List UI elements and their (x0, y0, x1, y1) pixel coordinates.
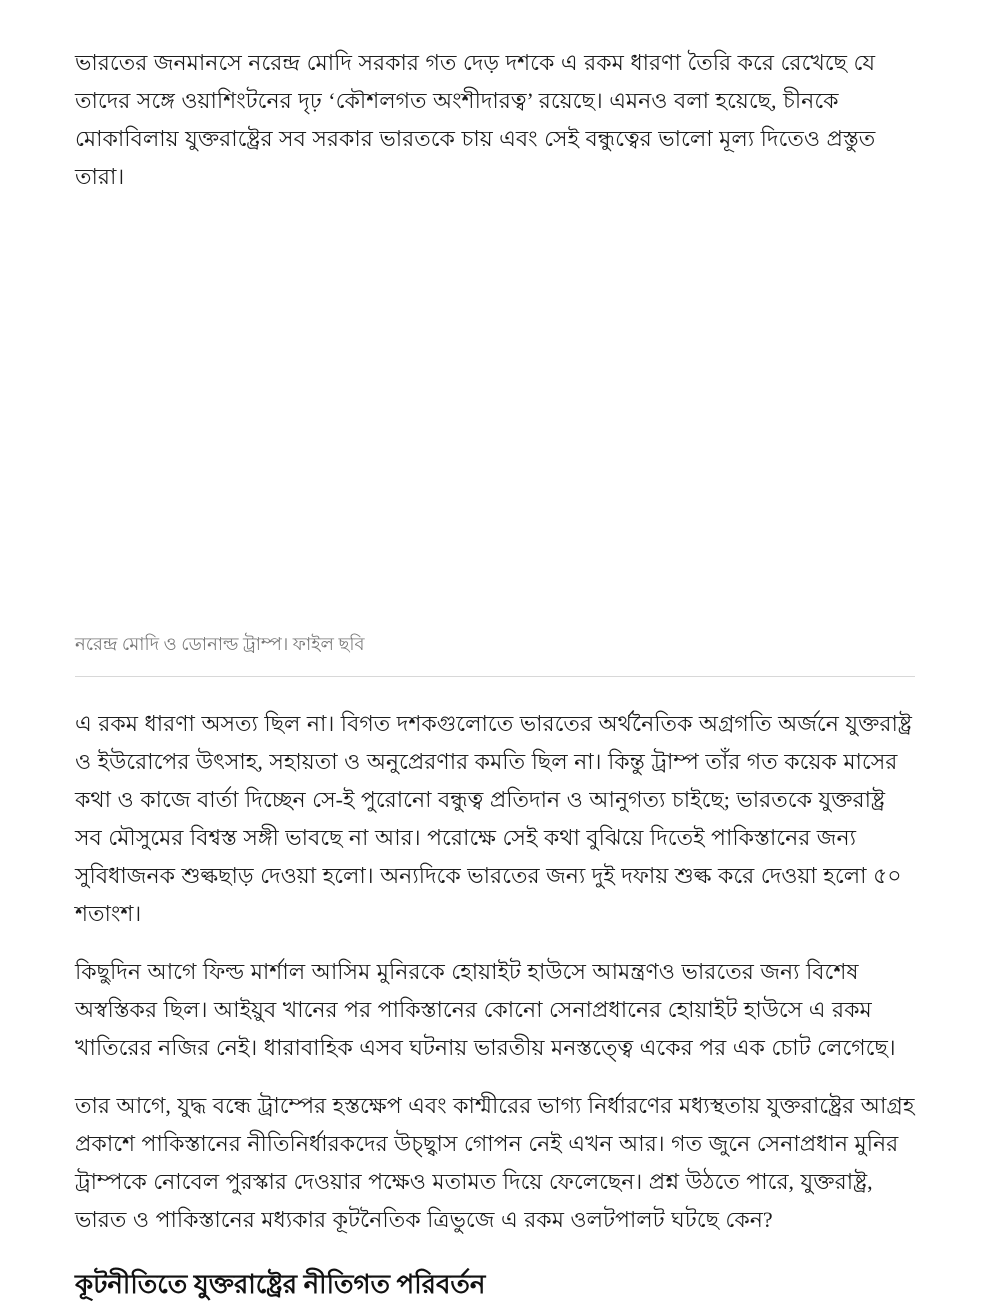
section-heading: কূটনীতিতে যুক্তরাষ্ট্রের নীতিগত পরিবর্তন (75, 1270, 486, 1299)
caption-divider (75, 676, 915, 677)
article-paragraph-2: এ রকম ধারণা অসত্য ছিল না। বিগত দশকগুলোতে ভারতের অর্থনৈতিক অগ্রগতি অর্জনে যুক্তরাষ্ট্র ও ইউরোপের উৎসাহ, সহায়তা ও অনুপ্রেরণার কমতি ছিল না। কিন্তু ট্রাম্প তাঁর গত কয়েক মাসের কথা ও কাজে বার্তা দিচ্ছেন সে-ই পুরোনো বন্ধুত্ব প্রতিদান ও আনুগত্য চাইছে; ভারতকে যুক্তরাষ্ট্র সব মৌসুমের বিশ্বস্ত সঙ্গী ভাবছে না আর। পরোক্ষে সেই কথা বুঝিয়ে দিতেই পাকিস্তানের জন্য সুবিধাজনক শুল্কছাড় দেওয়া হলো। অন্যদিকে ভারতের জন্য দুই দফায় শুল্ক করে দেওয়া হলো ৫০ শতাংশ। (75, 711, 912, 926)
figure-image-placeholder (75, 216, 915, 628)
article-figure (75, 216, 915, 658)
article-paragraph-1: ভারতের জনমানসে নরেন্দ্র মোদি সরকার গত দেড় দশকে এ রকম ধারণা তৈরি করে রেখেছে যে তাদের সঙ্গে ওয়াশিংটনের দৃঢ় ‘কৌশলগত অংশীদারত্ব’ রয়েছে। এমনও বলা হয়েছে, চীনকে মোকাবিলায় যুক্তরাষ্ট্রের সব সরকার ভারতকে চায় এবং সেই বন্ধুত্বের ভালো মূল্য দিতেও প্রস্তুত তারা। (75, 50, 876, 189)
figure-caption: নরেন্দ্র মোদি ও ডোনাল্ড ট্রাম্প। ফাইল ছবি (75, 634, 365, 654)
article-paragraph-3: কিছুদিন আগে ফিল্ড মার্শাল আসিম মুনিরকে হোয়াইট হাউসে আমন্ত্রণও ভারতের জন্য বিশেষ অস্বস্তিকর ছিল। আইয়ুব খানের পর পাকিস্তানের কোনো সেনাপ্রধানের হোয়াইট হাউসে এ রকম খাতিরের নজির নেই। ধারাবাহিক এসব ঘটনায় ভারতীয় মনস্তত্ত্বে একের পর এক চোট লেগেছে। (75, 959, 896, 1060)
article-paragraph-4: তার আগে, যুদ্ধ বন্ধে ট্রাম্পের হস্তক্ষেপ এবং কাশ্মীরের ভাগ্য নির্ধারণের মধ্যস্থতায় যুক্তরাষ্ট্রের আগ্রহ প্রকাশে পাকিস্তানের নীতিনির্ধারকদের উচ্ছ্বাস গোপন নেই এখন আর। গত জুনে সেনাপ্রধান মুনির ট্রাম্পকে নোবেল পুরস্কার দেওয়ার পক্ষেও মতামত দিয়ে ফেলেছেন। প্রশ্ন উঠতে পারে, যুক্তরাষ্ট্র, ভারত ও পাকিস্তানের মধ্যকার কূটনৈতিক ত্রিভুজে এ রকম ওলটপালট ঘটছে কেন? (75, 1093, 915, 1232)
